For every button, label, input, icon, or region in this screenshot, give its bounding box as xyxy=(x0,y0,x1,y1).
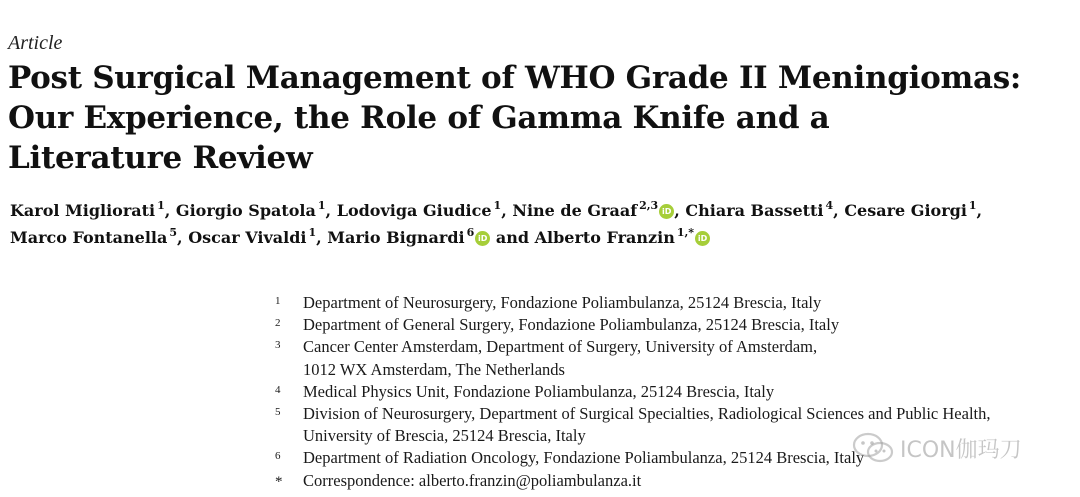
affiliation-line: Department of Radiation Oncology, Fondazione Poliambulanza, 25124 Brescia, Italy xyxy=(303,448,865,468)
author-separator: , xyxy=(164,201,171,220)
author-name: Lodoviga Giudice xyxy=(336,201,492,220)
affiliation-marker: 1,* xyxy=(676,226,695,239)
affiliation-number: 3 xyxy=(275,339,281,352)
affiliation-text xyxy=(303,470,1062,494)
affiliation-number: 4 xyxy=(275,383,281,396)
author-name: Oscar Vivaldi xyxy=(188,228,307,247)
author-line xyxy=(10,197,1076,224)
author xyxy=(512,201,674,220)
affiliation-line: Department of Neurosurgery, Fondazione Poliambulanza, 25124 Brescia, Italy xyxy=(303,293,822,312)
orcid-icon: iD xyxy=(695,231,710,246)
author xyxy=(844,201,976,220)
author-separator: , xyxy=(501,201,507,220)
affiliation-number: 6 xyxy=(275,450,281,463)
author xyxy=(685,201,833,220)
author-separator: , xyxy=(674,201,680,220)
author xyxy=(327,228,490,247)
affiliation-marker: 1 xyxy=(493,199,502,212)
affiliation-line: Medical Physics Unit, Fondazione Poliambulanza, 25124 Brescia, Italy xyxy=(303,381,775,401)
affiliation-text xyxy=(303,336,1062,380)
author-name: Giorgio Spatola xyxy=(175,201,316,220)
affiliation-item xyxy=(272,314,1062,336)
affiliation-line: Division of Neurosurgery, Department of Surgical Specialties, Radiological Sciences and Public Health, xyxy=(303,404,991,424)
affiliation-marker: 1 xyxy=(308,226,317,239)
author-name: Alberto Franzin xyxy=(534,228,675,247)
affiliation-text xyxy=(303,381,1062,403)
affiliation-line: Cancer Center Amsterdam, Department of Surgery, University of Amsterdam, xyxy=(303,337,818,357)
affiliation-marker: 1 xyxy=(968,199,977,212)
author xyxy=(10,201,165,220)
title-line: Post Surgical Management of WHO Grade II Meningiomas: xyxy=(8,60,1022,96)
title-line: Literature Review xyxy=(8,140,313,176)
affiliation-line: Department of General Surgery, Fondazione Poliambulanza, 25124 Brescia, Italy xyxy=(303,315,840,335)
orcid-icon: iD xyxy=(659,204,674,219)
watermark-text: ICON伽玛刀 xyxy=(900,437,1022,463)
affiliation-item xyxy=(272,336,1062,380)
orcid-icon: iD xyxy=(475,231,490,246)
affiliation-number: * xyxy=(275,473,283,490)
wechat-icon xyxy=(850,430,896,466)
author-name: Chiara Bassetti xyxy=(685,201,824,220)
author-name: Marco Fontanella xyxy=(10,228,168,247)
author-separator: , xyxy=(833,201,839,220)
author xyxy=(535,228,710,247)
author-list xyxy=(10,197,1076,251)
affiliation-item xyxy=(272,470,1062,494)
author-separator: , xyxy=(177,228,183,247)
affiliation-marker: 2,3 xyxy=(639,199,659,212)
affiliation-item xyxy=(272,381,1062,403)
affiliation-marker: 6 xyxy=(466,226,475,239)
author xyxy=(176,201,326,220)
author xyxy=(337,201,502,220)
author-name: Cesare Giorgi xyxy=(844,201,967,220)
article-title xyxy=(8,58,1068,178)
affiliation-marker: 4 xyxy=(825,199,834,212)
affiliation-marker: 1 xyxy=(157,199,165,212)
affiliation-number: 2 xyxy=(275,317,281,330)
affiliation-text xyxy=(303,292,1062,314)
affiliation-item xyxy=(272,292,1062,314)
affiliation-line: Correspondence: alberto.franzin@poliambulanza.it xyxy=(303,470,642,490)
author-line xyxy=(10,224,1076,251)
affiliation-number: 1 xyxy=(275,295,281,307)
author-name: Mario Bignardi xyxy=(327,228,465,247)
affiliation-marker: 1 xyxy=(317,199,326,212)
affiliation-line: University of Brescia, 25124 Brescia, Italy xyxy=(303,426,586,446)
author xyxy=(10,228,177,247)
title-line: Our Experience, the Role of Gamma Knife and a xyxy=(8,100,830,136)
author xyxy=(188,228,316,247)
author-name: Nine de Graaf xyxy=(512,201,638,220)
affiliation-marker: 5 xyxy=(169,226,178,239)
author-name: Karol Migliorati xyxy=(10,201,156,220)
author-separator: , xyxy=(316,228,322,247)
author-conjunction: and xyxy=(495,228,530,247)
affiliation-text xyxy=(303,314,1062,336)
watermark xyxy=(850,430,1022,466)
affiliation-number: 5 xyxy=(275,406,281,419)
article-type-label: Article xyxy=(8,32,63,54)
author-separator: , xyxy=(325,201,332,220)
author-separator: , xyxy=(976,201,983,220)
affiliation-line: 1012 WX Amsterdam, The Netherlands xyxy=(303,359,565,379)
